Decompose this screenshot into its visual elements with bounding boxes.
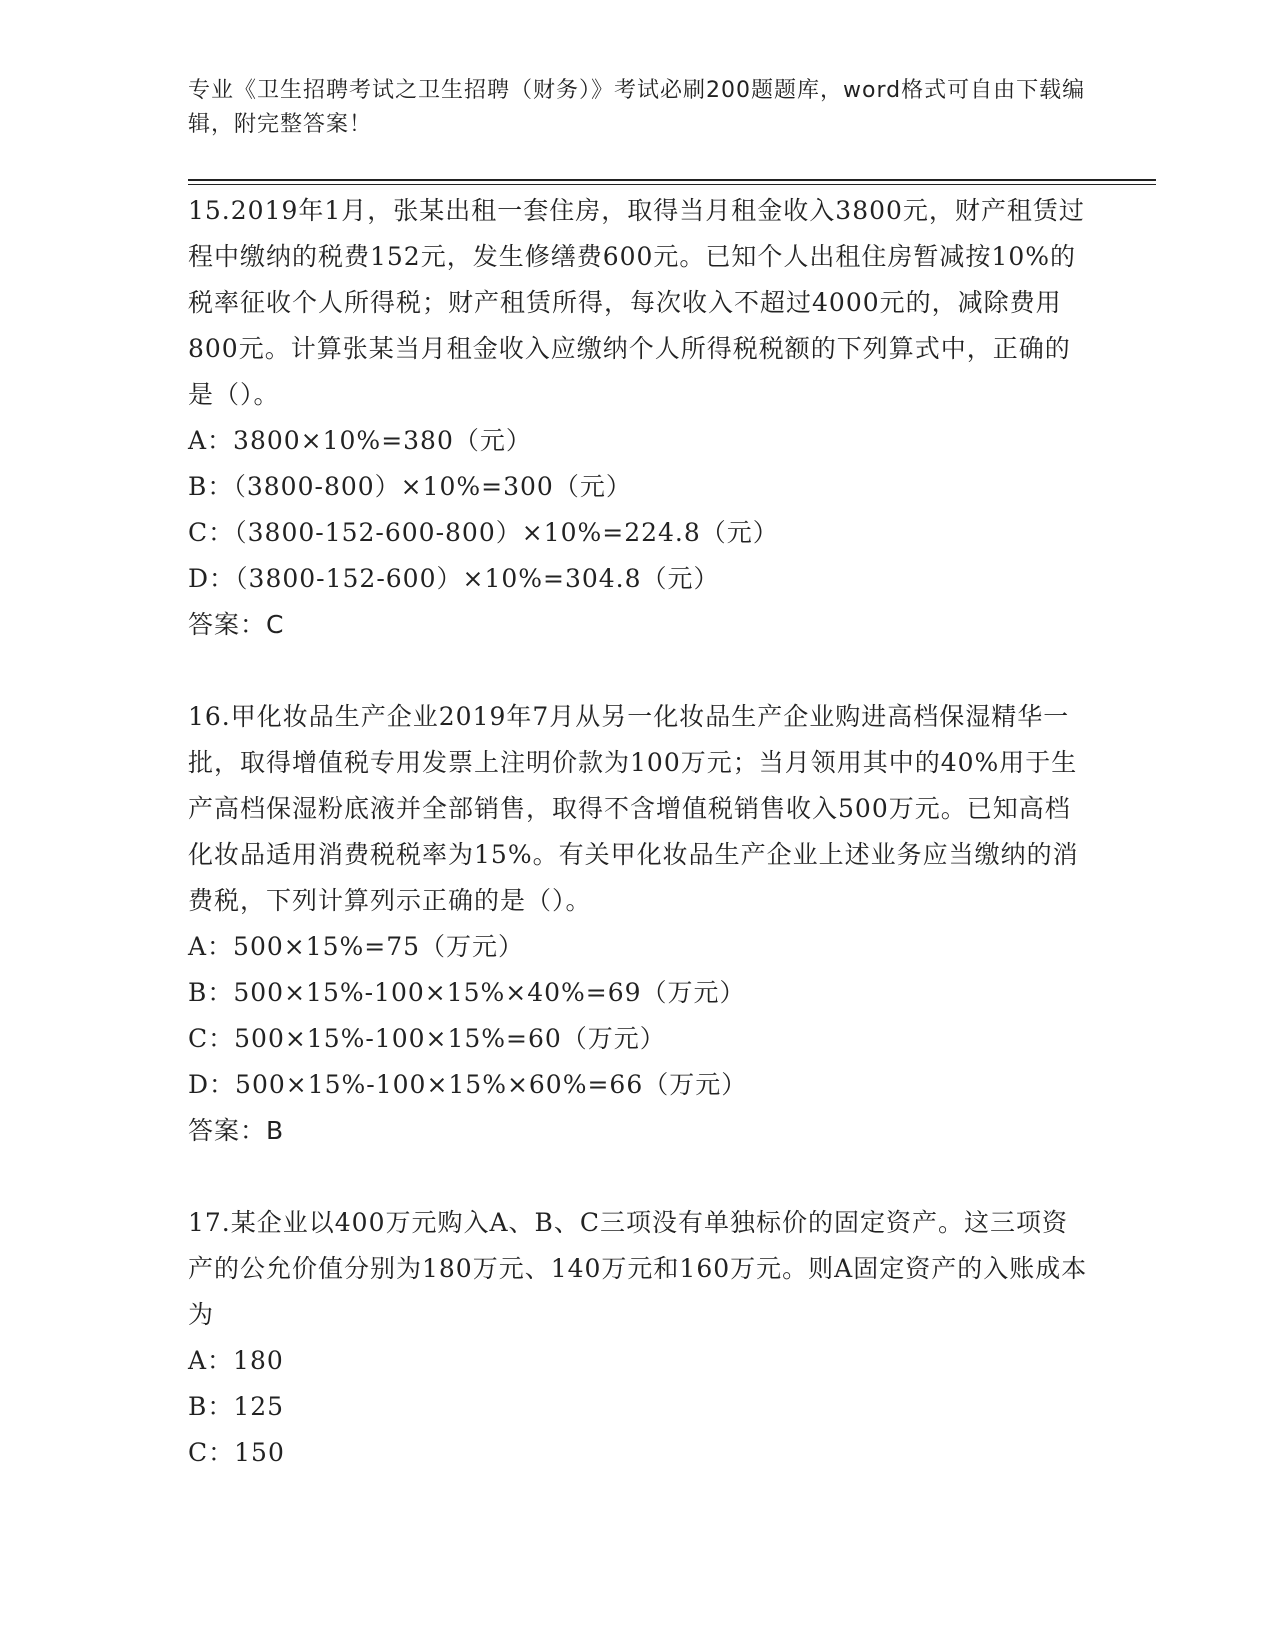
question-spacer	[188, 648, 1088, 694]
header-divider-thin	[188, 184, 1156, 185]
option-a: A：180	[188, 1346, 284, 1375]
question-16	[188, 694, 1088, 1154]
option-d: D：500×15%-100×15%×60%=66（万元）	[188, 1070, 748, 1099]
header-divider-thick	[188, 179, 1156, 181]
question-stem: 16.甲化妆品生产企业2019年7月从另一化妆品生产企业购进高档保湿精华一批，取得增值税专用发票上注明价款为100万元；当月领用其中的40%用于生产高档保湿粉底液并全部销售，取得不含增值税销售收入500万元。已知高档化妆品适用消费税税率为15%。有关甲化妆品生产企业上述业务应当缴纳的消费税，下列计算列示正确的是（）。	[188, 702, 1079, 915]
document-header: 专业《卫生招聘考试之卫生招聘（财务）》考试必刷200题题库，word格式可自由下载编辑，附完整答案！	[188, 78, 1086, 137]
option-b: B：500×15%-100×15%×40%=69（万元）	[188, 978, 746, 1007]
question-stem: 15.2019年1月，张某出租一套住房，取得当月租金收入3800元，财产租赁过程中缴纳的税费152元，发生修缮费600元。已知个人出租住房暂减按10%的税率征收个人所得税；财产租赁所得，每次收入不超过4000元的，减除费用800元。计算张某当月租金收入应缴纳个人所得税税额的下列算式中，正确的是（）。	[188, 196, 1085, 409]
answer-line: 答案：B	[188, 1116, 285, 1145]
question-15	[188, 188, 1088, 648]
question-17	[188, 1200, 1088, 1476]
option-b: B：125	[188, 1392, 285, 1421]
option-c: C：150	[188, 1438, 285, 1467]
question-spacer	[188, 1154, 1088, 1200]
option-c: C：（3800-152-600-800）×10%=224.8（元）	[188, 518, 779, 547]
question-list	[188, 188, 1088, 1476]
question-stem: 17.某企业以400万元购入A、B、C三项没有单独标价的固定资产。这三项资产的公允价值分别为180万元、140万元和160万元。则A固定资产的入账成本为	[188, 1208, 1088, 1329]
answer-line: 答案：C	[188, 610, 285, 639]
option-c: C：500×15%-100×15%=60（万元）	[188, 1024, 666, 1053]
option-b: B：（3800-800）×10%=300（元）	[188, 472, 632, 501]
option-a: A：3800×10%=380（元）	[188, 426, 532, 455]
option-d: D：（3800-152-600）×10%=304.8（元）	[188, 564, 720, 593]
option-a: A：500×15%=75（万元）	[188, 932, 525, 961]
